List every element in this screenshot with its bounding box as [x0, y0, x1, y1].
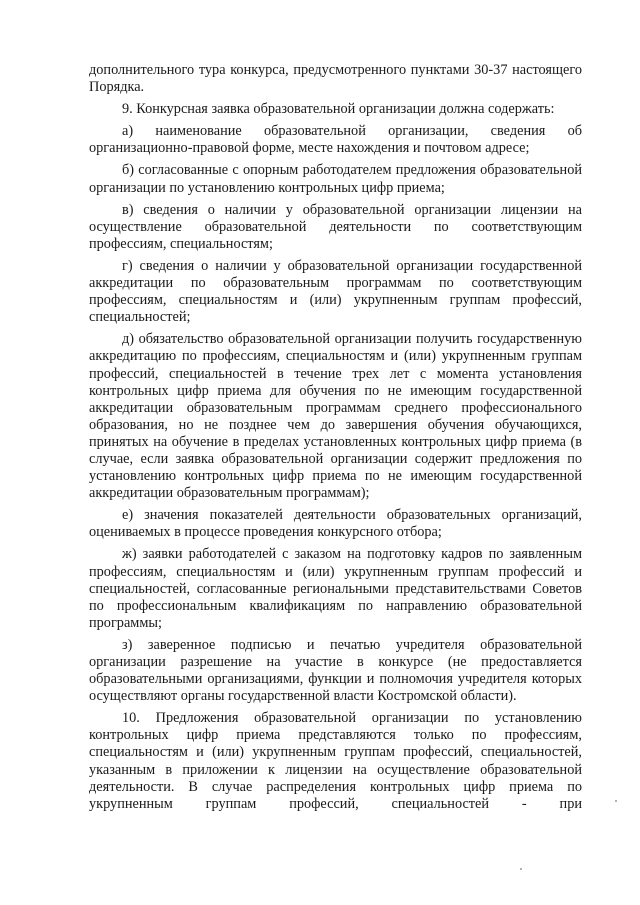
- paragraph-item-10: 10. Предложения образовательной организации по установлению контрольных цифр приема представляются только по профессиям, специальностям и (или) укрупненным группам профессий, специальностей, указанным в приложении к лицензии на осуществление образовательной деятельности. В случае распределения контрольных цифр приема по укрупненным группам профессий, специальностей - при: [89, 710, 582, 812]
- paragraph-9d: д) обязательство образовательной организации получить государственную аккредитацию по профессиям, специальностям и (или) укрупненным группам профессий, специальностей в течение трех лет с момента установления контрольных цифр приема для обучения по не имеющим государственной аккредитации образовательным программам среднего профессионального образования, но не позднее чем до завершения обучения обучающихся, принятых на обучение в пределах установленных контрольных цифр приема (в случае, если заявка образовательной организации содержит предложения по установлению контрольных цифр приема по не имеющим государственной аккредитации образовательным программам);: [89, 331, 582, 502]
- paragraph-item-9: 9. Конкурсная заявка образовательной организации должна содержать:: [122, 101, 555, 118]
- paragraph-9b: б) согласованные с опорным работодателем предложения образовательной организации по установлению контрольных цифр приема;: [89, 162, 582, 196]
- document-body: [89, 62, 582, 813]
- paragraph-9g: г) сведения о наличии у образовательной организации государственной аккредитации по образовательным программам по соответствующим профессиям, специальностям и (или) укрупненным группам профессий, специальностей;: [89, 257, 582, 326]
- paragraph-9a: а) наименование образовательной организации, сведения об организационно-правовой форме, месте нахождения и почтовом адресе;: [89, 123, 582, 157]
- paragraph-9zh: ж) заявки работодателей с заказом на подготовку кадров по заявленным профессиям, специальностям и (или) укрупненным группам профессий и специальностей, согласованные региональными представительствами Советов по профессиональным квалификациям по направлению образовательной программы;: [89, 546, 582, 631]
- paragraph-continuation: дополнительного тура конкурса, предусмотренного пунктами 30-37 настоящего Порядка.: [89, 62, 582, 96]
- scan-speck: [615, 800, 617, 802]
- paragraph-9v: в) сведения о наличии у образовательной организации лицензии на осуществление образовательной деятельности по соответствующим профессиям, специальностям;: [89, 201, 582, 252]
- paragraph-9z: з) заверенное подписью и печатью учредителя образовательной организации разрешение на участие в конкурсе (не предоставляется образовательными организациями, функции и полномочия учредителя которых осуществляют органы государственной власти Костромской области).: [89, 636, 582, 705]
- scan-speck: [520, 868, 522, 870]
- paragraph-9e: е) значения показателей деятельности образовательных организаций, оцениваемых в процессе проведения конкурсного отбора;: [89, 507, 582, 541]
